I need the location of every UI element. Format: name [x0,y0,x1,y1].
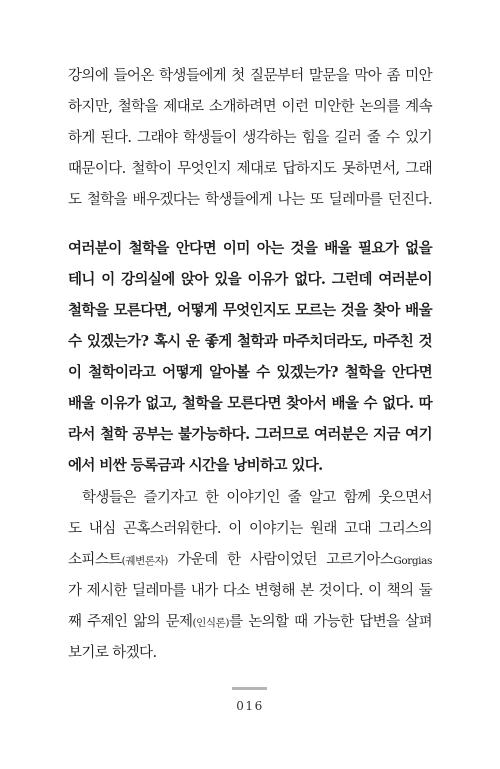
text-line: 하지만, 철학을 제대로 소개하려면 이런 미안한 논의를 계속 [68,99,432,115]
text-line-with-gloss [68,607,432,638]
block-quote [68,233,432,481]
text-segment: 를 논의할 때 가능한 답변을 살펴 [229,614,432,630]
text-line: 도 내심 곤혹스러워한다. 이 이야기는 원래 고대 그리스의 [68,521,432,537]
gloss-sophist: (궤변론자) [121,555,169,567]
quote-line: 라서 철학 공부는 불가능하다. 그러므로 여러분은 지금 여기 [68,426,432,443]
text-line: 학생들은 즐기자고 한 이야기인 줄 알고 함께 웃으면서 [82,490,432,506]
term-sophist: 소피스트 [68,552,122,568]
quote-line: 테니 이 강의실에 앉아 있을 이유가 없다. 그런데 여러분이 [68,271,432,288]
paragraph-3 [68,483,432,669]
quote-line: 이 철학이라고 어떻게 알아볼 수 있겠는가? 철학을 안다면 [68,364,432,381]
quote-line: 여러분이 철학을 안다면 이미 아는 것을 배울 필요가 없을 [68,240,432,257]
text-line-with-gloss [68,545,432,576]
text-line: 때문이다. 철학이 무엇인지 제대로 답하지도 못하면서, 그래 [68,161,432,177]
footer-divider [232,687,267,690]
paragraph-1 [68,61,432,216]
quote-line: 철학을 모른다면, 어떻게 무엇인지도 모르는 것을 찾아 배울 [68,302,432,319]
page-number: 016 [236,699,264,713]
text-segment: 째 주제인 앎의 문제 [68,614,193,630]
quote-line: 배울 이유가 없고, 철학을 모른다면 찾아서 배울 수 없다. 따 [68,395,432,412]
text-line: 보기로 하겠다. [68,645,157,661]
text-segment: 가운데 한 사람이었던 고르기아스 [168,552,394,568]
name-gorgias: Gorgias [393,555,432,567]
quote-line: 에서 비싼 등록금과 시간을 낭비하고 있다. [68,457,323,474]
text-line: 도 철학을 배우겠다는 학생들에게 나는 또 딜레마를 던진다. [68,192,432,208]
text-line: 가 제시한 딜레마를 내가 다소 변형해 본 것이다. 이 책의 둘 [68,583,432,599]
gloss-epistemology: (인식론) [192,617,230,629]
text-line: 하게 된다. 그래야 학생들이 생각하는 힘을 길러 줄 수 있기 [68,130,432,146]
quote-line: 수 있겠는가? 혹시 운 좋게 철학과 마주치더라도, 마주친 것 [68,333,432,350]
text-line: 강의에 들어온 학생들에게 첫 질문부터 말문을 막아 좀 미안 [68,68,432,84]
